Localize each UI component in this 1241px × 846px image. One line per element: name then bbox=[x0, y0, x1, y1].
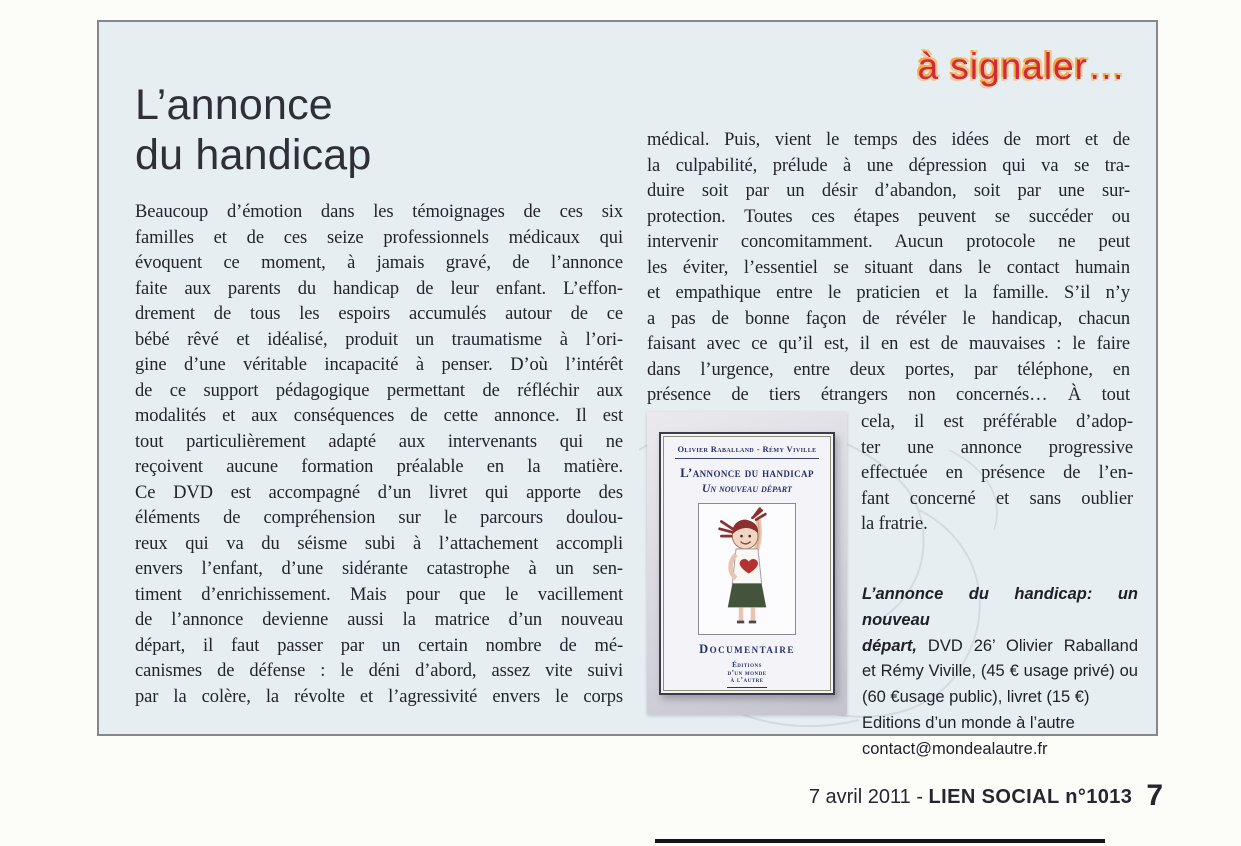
article-title-line2: du handicap bbox=[135, 131, 372, 179]
text-line: duire soit par un désir d’abandon, soit par une sur- bbox=[647, 181, 1130, 201]
text-line: la fratrie. bbox=[861, 514, 928, 534]
footer-page-number: 7 bbox=[1146, 779, 1163, 812]
text-line: dans l’urgence, entre deux portes, par téléphone, en bbox=[647, 359, 1130, 380]
text-line: et empathique entre le praticien et la famille. S’il n’y bbox=[647, 283, 1130, 303]
dvd-title: L’annonce du handicap bbox=[680, 465, 814, 480]
text-line: cela, il est préférable d’adop- bbox=[861, 412, 1133, 432]
page-footer bbox=[809, 779, 1163, 813]
text-line: fant concerné et sans oublier bbox=[861, 488, 1133, 509]
dvd-publisher bbox=[727, 662, 766, 688]
article-title-line1: L’annonce bbox=[135, 81, 333, 129]
text-line: intervenir concomitamment. Aucun protocole ne peut bbox=[647, 232, 1130, 252]
right-column-text bbox=[647, 128, 1130, 409]
text-line: envers l’enfant, d’une sidérante catastrophe à un sen- bbox=[135, 559, 623, 579]
text-line: bébé rêvé et idéalisé, produit un traumatisme à l’ori- bbox=[135, 329, 623, 350]
section-label: à signaler… bbox=[917, 46, 1126, 87]
text-line: de l’annonce devienne aussi la matrice d’un nouveau bbox=[135, 610, 623, 630]
dvd-publisher-line2: d’un monde bbox=[727, 668, 767, 677]
dvd-publisher-line3: à l’autre bbox=[730, 676, 764, 684]
text-line: timent d’enrichissement. Mais pour que le vacillement bbox=[135, 584, 623, 605]
footer-journal: LIEN SOCIAL n°1013 bbox=[928, 786, 1133, 808]
text-line: médical. Puis, vient le temps des idées de mort et de bbox=[647, 130, 1130, 150]
left-column-text bbox=[135, 200, 623, 710]
text-line: contact@mondealautre.fr bbox=[862, 739, 1048, 758]
text-line: Editions d’un monde à l’autre bbox=[862, 713, 1075, 732]
wrap-column-text bbox=[861, 410, 1133, 538]
text-line: départ, DVD 26’ Olivier Raballand bbox=[862, 636, 1138, 655]
text-line: reçoivent aucune formation préalable en la matière. bbox=[135, 457, 623, 477]
text-line: effectuée en présence de l’en- bbox=[861, 463, 1133, 483]
dvd-cover-photo bbox=[647, 412, 847, 715]
text-line: reux qui va du séisme subi à l’attachement accompli bbox=[135, 533, 623, 554]
dvd-authors: Olivier Raballand - Rémy Viville bbox=[677, 444, 817, 454]
text-line: et Rémy Viville, (45 € usage privé) ou bbox=[862, 662, 1138, 681]
dvd-subtitle: Un nouveau départ bbox=[702, 483, 792, 495]
text-line: gine d’une véritable incapacité à penser. D’où l’intérêt bbox=[135, 355, 623, 375]
text-line: les éviter, l’essentiel se situant dans le contact humain bbox=[647, 257, 1130, 278]
dvd-cover bbox=[659, 432, 835, 695]
text-line: tout particulièrement adapté aux intervenants qui ne bbox=[135, 431, 623, 452]
text-line: de ce support pédagogique permettant de réfléchir aux bbox=[135, 380, 623, 401]
text-line: modalités et aux conséquences de cette annonce. Il est bbox=[135, 406, 623, 426]
scan-artifact-line bbox=[655, 839, 1105, 843]
text-line: présence de tiers étrangers non concernés… À tout bbox=[647, 385, 1130, 405]
dvd-publisher-line1: Éditions bbox=[732, 661, 762, 669]
text-line: a pas de bonne façon de révéler le handicap, chacun bbox=[647, 308, 1130, 329]
dvd-caption bbox=[862, 582, 1138, 763]
dvd-illustration bbox=[698, 503, 796, 635]
text-line: faite aux parents du handicap de leur enfant. L’effon- bbox=[135, 278, 623, 299]
text-line: la culpabilité, prélude à une dépression qui va se tra- bbox=[647, 155, 1130, 176]
text-line: faisant avec ce qu’il est, il en est de mauvaises : le faire bbox=[647, 334, 1130, 354]
text-line: canismes de défense : le déni d’abord, assez vite suivi bbox=[135, 661, 623, 681]
text-line: L’annonce du handicap: un nouveau bbox=[862, 585, 1138, 629]
text-line: Beaucoup d’émotion dans les témoignages de ces six bbox=[135, 202, 623, 222]
text-line: évoquent ce moment, à jamais gravé, de l’annonce bbox=[135, 253, 623, 273]
text-line: protection. Toutes ces étapes peuvent se succéder ou bbox=[647, 206, 1130, 227]
text-line: par la colère, la révolte et l’agressivité envers le corps bbox=[135, 686, 623, 707]
text-line: éléments de compréhension sur le parcours doulou- bbox=[135, 508, 623, 528]
text-line: ter une annonce progressive bbox=[861, 437, 1133, 458]
text-line: (60 €usage public), livret (15 €) bbox=[862, 688, 1090, 707]
text-line: familles et de ces seize professionnels médicaux qui bbox=[135, 227, 623, 248]
text-line: Ce DVD est accompagné d’un livret qui apporte des bbox=[135, 482, 623, 503]
dvd-genre: Documentaire bbox=[699, 642, 795, 656]
text-line: départ, il faut passer par un certain nombre de mé- bbox=[135, 635, 623, 656]
text-line: drement de tous les espoirs accumulés autour de ce bbox=[135, 304, 623, 324]
article-title bbox=[135, 80, 372, 180]
divider bbox=[675, 458, 819, 459]
article-panel bbox=[97, 20, 1158, 758]
footer-date: 7 avril 2011 - bbox=[808, 786, 929, 808]
